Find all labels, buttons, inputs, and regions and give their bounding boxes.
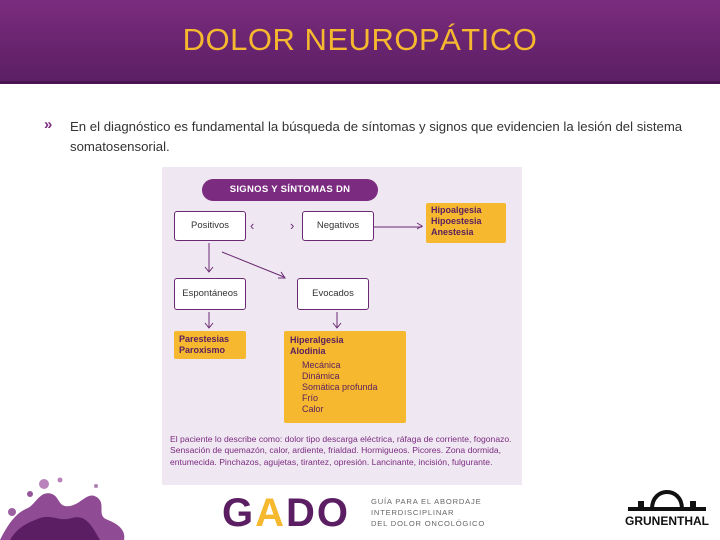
gado-tagline: [371, 496, 501, 529]
title-bar: [0, 0, 720, 84]
diagram-heading: SIGNOS Y SÍNTOMAS DN: [202, 179, 378, 201]
decorative-splash-graphic: [0, 460, 140, 540]
negativos-label: Negativos: [316, 220, 360, 231]
negative-sign: Hipoestesia: [431, 216, 482, 226]
grunenthal-wordmark: GRUNENTHAL: [625, 514, 709, 528]
espontaneos-label: Espontáneos: [182, 288, 238, 299]
tagline-line: GUÍA PARA EL ABORDAJE: [371, 497, 482, 506]
tagline-line: DEL DOLOR ONCOLÓGICO: [371, 519, 486, 528]
gado-logo: [222, 493, 350, 533]
signs-symptoms-diagram: [162, 167, 522, 485]
espontaneos-box: [174, 278, 246, 310]
evoked-type: Calor: [302, 404, 324, 414]
evoked-type: Somática profunda: [302, 382, 378, 392]
negative-sign: Anestesia: [431, 227, 474, 237]
grunenthal-logo: [624, 489, 710, 531]
evoked-signs-box: [284, 331, 406, 423]
gado-logo-g: G: [222, 491, 256, 535]
patient-description-note: El paciente lo describe como: dolor tipo descarga eléctrica, ráfaga de corriente, fogonazo. Sensación de quemazón, calor, ardiente, frialdad. Hormigueos. Picores. Zona dormida, entumecida. Pinchazos, agujetas, tirantez, opresión. Lancinante, incisión, fulgurante.: [170, 434, 512, 467]
gado-logo-a: A: [255, 491, 287, 535]
bullet-text: En el diagnóstico es fundamental la búsqueda de síntomas y signos que evidencien la lesión del sistema somatosensorial.: [70, 119, 683, 154]
bullet-chevron-icon: »: [44, 116, 53, 133]
spontaneous-signs-box: [174, 331, 246, 359]
evoked-type: Frío: [302, 393, 319, 403]
tagline-line: INTERDISCIPLINAR: [371, 508, 455, 517]
chevron-right-icon: ›: [290, 218, 295, 233]
negative-signs-box: [426, 203, 506, 243]
positivos-label: Positivos: [190, 220, 229, 231]
chevron-left-icon: ‹: [250, 218, 255, 233]
negativos-box: [302, 211, 374, 241]
negative-sign: Hipoalgesia: [431, 205, 482, 215]
positivos-box: [174, 211, 246, 241]
evocados-box: [297, 278, 369, 310]
bullet-point: [44, 117, 694, 157]
evoked-type: Mecánica: [302, 360, 341, 370]
spontaneous-sign: Parestesias: [179, 334, 230, 344]
evoked-sign: Alodinia: [290, 346, 326, 356]
evocados-label: Evocados: [312, 288, 354, 299]
evoked-type: Dinámica: [302, 371, 340, 381]
page-title: DOLOR NEUROPÁTICO: [182, 22, 538, 57]
evoked-sign: Hiperalgesia: [290, 335, 344, 345]
gado-logo-do: DO: [286, 491, 351, 535]
spontaneous-sign: Paroxismo: [179, 345, 226, 355]
